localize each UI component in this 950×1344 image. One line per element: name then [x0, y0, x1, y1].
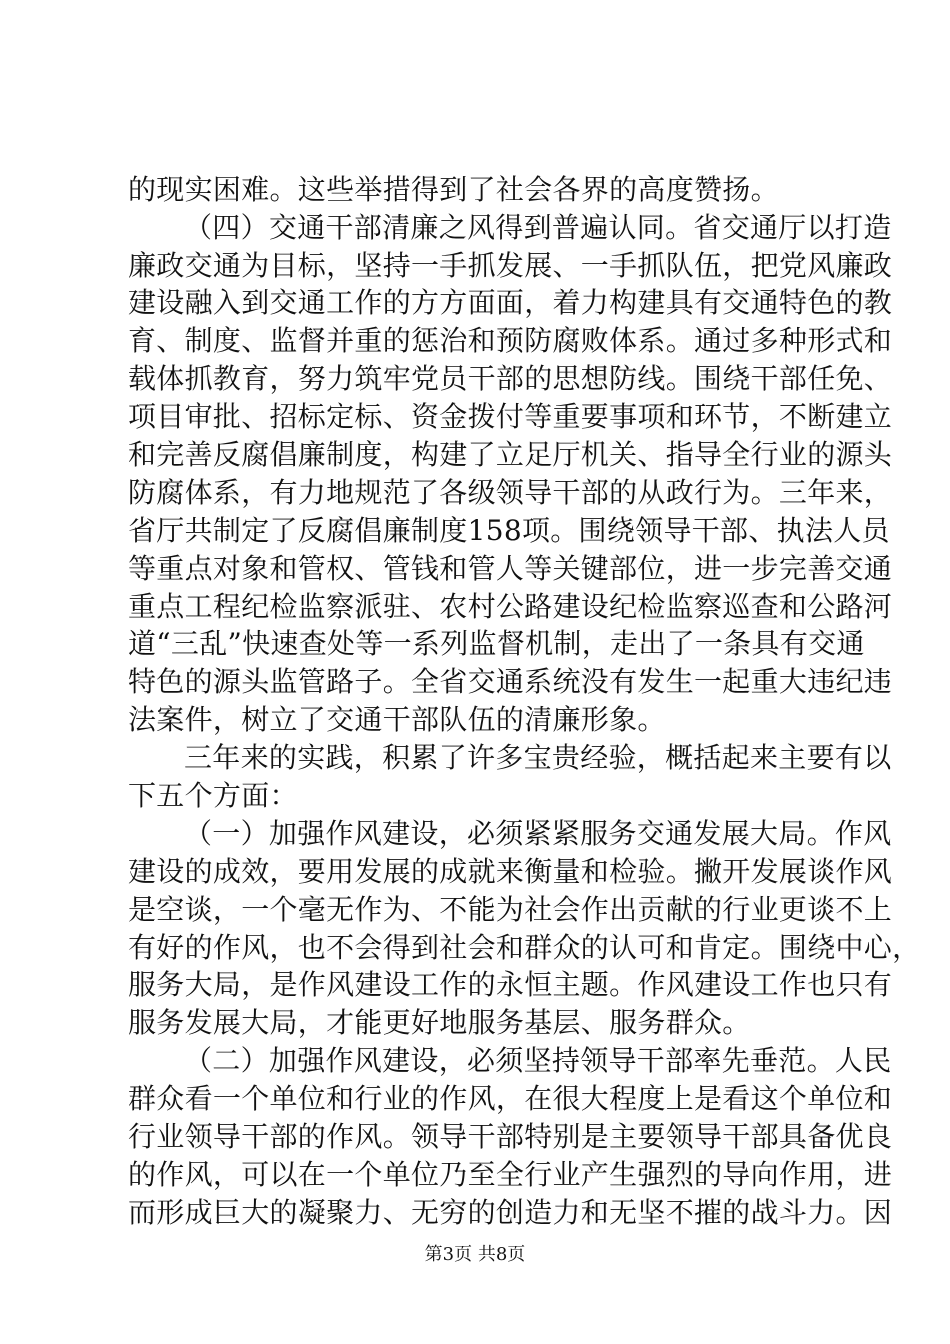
- text-line: 特色的源头监管路子。全省交通系统没有发生一起重大违纪违: [128, 665, 893, 698]
- text-line: 防腐体系，有力地规范了各级领导干部的从政行为。三年来，: [128, 476, 893, 509]
- text-line: 项目审批、招标定标、资金拨付等重要事项和环节，不断建立: [128, 400, 893, 433]
- text-line: 的作风，可以在一个单位乃至全行业产生强烈的导向作用，进: [128, 1158, 893, 1191]
- text-line: 服务大局，是作风建设工作的永恒主题。作风建设工作也只有: [128, 968, 893, 1001]
- text-line: 群众看一个单位和行业的作风，在很大程度上是看这个单位和: [128, 1082, 893, 1115]
- text-line: 和完善反腐倡廉制度，构建了立足厅机关、指导全行业的源头: [128, 438, 893, 471]
- text-line: 三年来的实践，积累了许多宝贵经验，概括起来主要有以: [184, 741, 892, 774]
- page-footer: 第3页 共8页: [424, 1244, 526, 1265]
- text-line: 道“三乱”快速查处等一系列监督机制，走出了一条具有交通: [128, 627, 865, 660]
- text-line: 廉政交通为目标，坚持一手抓发展、一手抓队伍，把党风廉政: [128, 249, 893, 282]
- text-line: 法案件，树立了交通干部队伍的清廉形象。: [128, 703, 666, 736]
- text-line: 下五个方面：: [128, 779, 298, 812]
- text-line: 载体抓教育，努力筑牢党员干部的思想防线。围绕干部任免、: [128, 362, 893, 395]
- text-line: 建设的成效，要用发展的成就来衡量和检验。撇开发展谈作风: [128, 855, 893, 888]
- text-line: 重点工程纪检监察派驻、农村公路建设纪检监察巡查和公路河: [128, 590, 893, 623]
- text-line: 育、制度、监督并重的惩治和预防腐败体系。通过多种形式和: [128, 324, 893, 357]
- text-line: 的现实困难。这些举措得到了社会各界的高度赞扬。: [128, 173, 779, 206]
- text-line: （一）加强作风建设，必须紧紧服务交通发展大局。作风: [184, 817, 892, 850]
- text-line: 是空谈，一个毫无作为、不能为社会作出贡献的行业更谈不上: [128, 893, 893, 926]
- text-line: 行业领导干部的作风。领导干部特别是主要领导干部具备优良: [128, 1120, 893, 1153]
- text-line: 建设融入到交通工作的方方面面，着力构建具有交通特色的教: [128, 286, 893, 319]
- text-line: 有好的作风，也不会得到社会和群众的认可和肯定。围绕中心，: [128, 931, 921, 964]
- text-line: 服务发展大局，才能更好地服务基层、服务群众。: [128, 1006, 751, 1039]
- text-line: 而形成巨大的凝聚力、无穷的创造力和无坚不摧的战斗力。因: [128, 1196, 893, 1229]
- text-line: 等重点对象和管权、管钱和管人等关键部位，进一步完善交通: [128, 552, 893, 585]
- text-line: （二）加强作风建设，必须坚持领导干部率先垂范。人民: [184, 1044, 892, 1077]
- text-line: （四）交通干部清廉之风得到普遍认同。省交通厅以打造: [184, 211, 892, 244]
- text-line: 省厅共制定了反腐倡廉制度158项。围绕领导干部、执法人员: [128, 514, 890, 547]
